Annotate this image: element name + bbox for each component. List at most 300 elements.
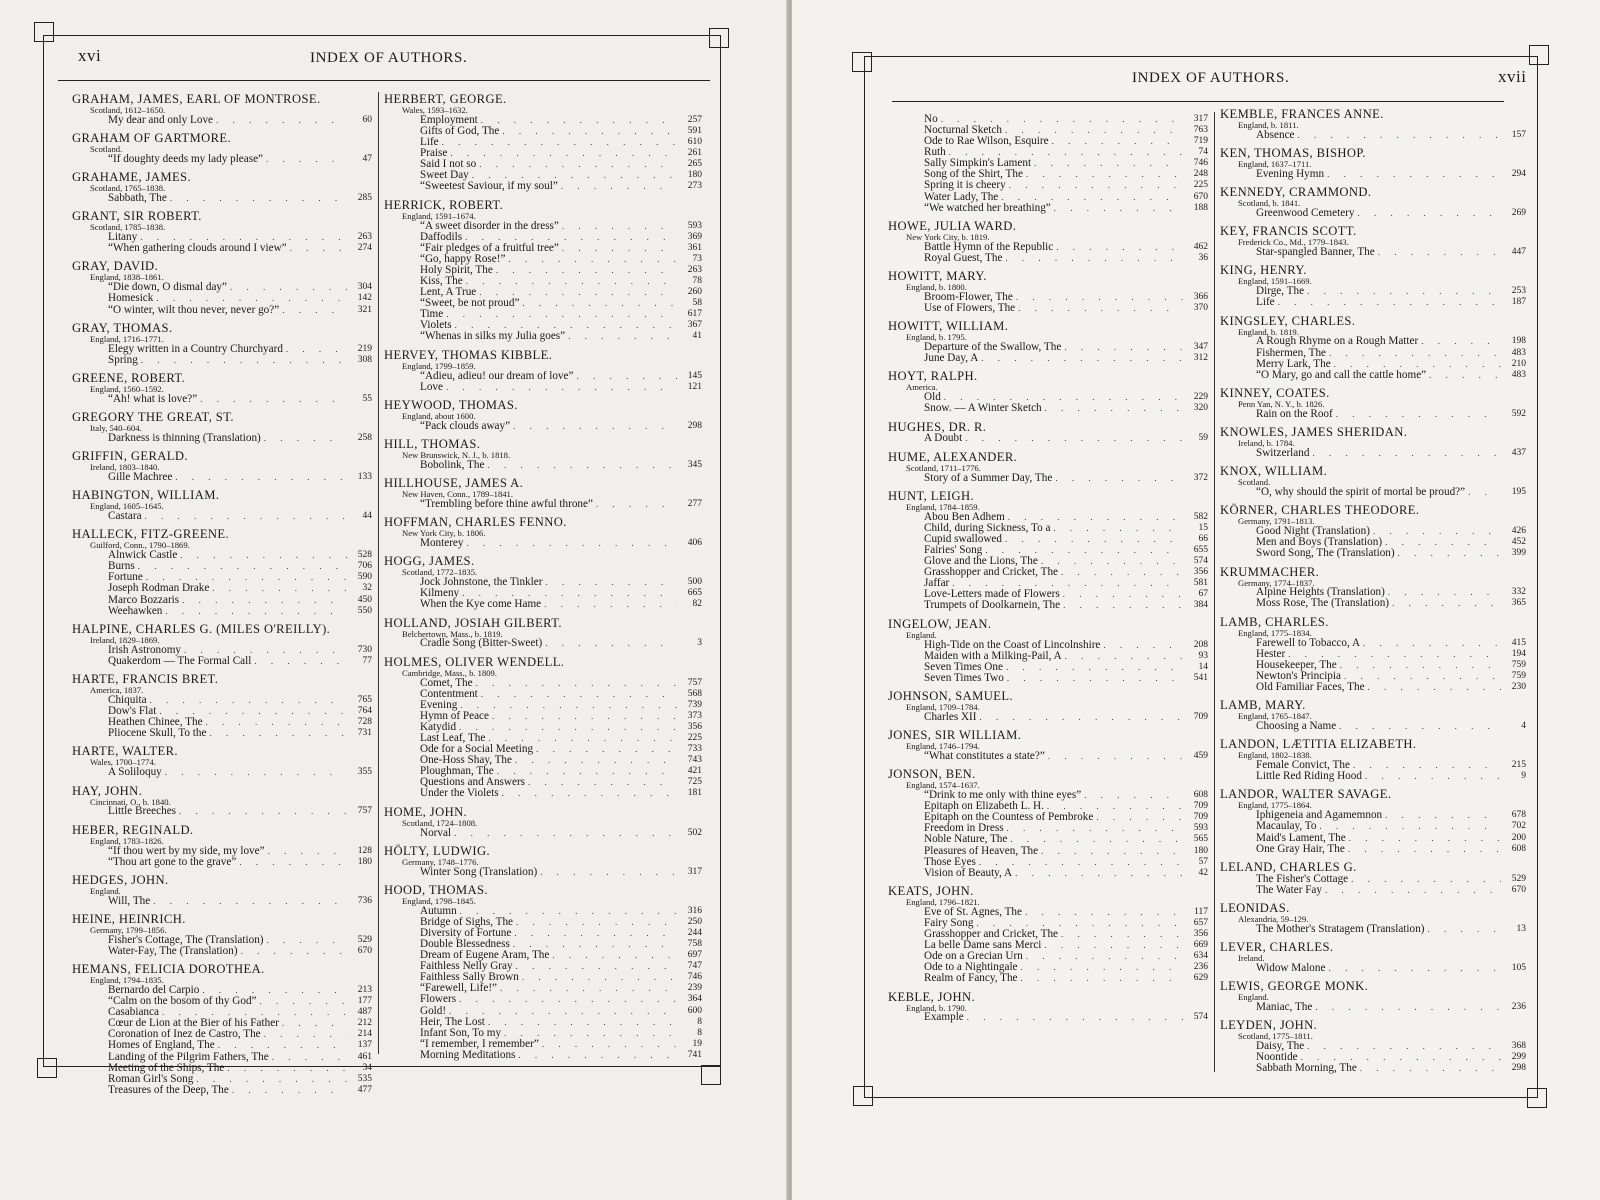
dot-leader [459, 722, 677, 733]
author-name: LAMB, MARY. [1220, 698, 1306, 713]
work-title: Gold! [420, 1004, 447, 1017]
work-title: Sweet Day [420, 169, 469, 182]
page-ref: 500 [687, 577, 702, 588]
work-title: Iphigeneia and Agamemnon [1256, 809, 1383, 822]
dot-leader [1103, 640, 1183, 651]
dot-leader [1007, 823, 1183, 834]
author-bio: New York City, b. 1819. [906, 231, 990, 242]
work-title: Diversity of Fortune [420, 926, 512, 939]
work-title: Love [420, 380, 443, 393]
dot-leader [467, 538, 678, 549]
work-title: Meeting of the Ships, The [108, 1061, 225, 1074]
author-entry [1220, 387, 1526, 420]
work-title: Example [924, 1011, 964, 1024]
page-ref: 736 [357, 895, 372, 906]
page-ref: 529 [1511, 873, 1526, 884]
dot-leader [1064, 342, 1183, 353]
work-entry [1220, 548, 1526, 559]
page-ref: 483 [1511, 369, 1526, 380]
page-ref: 188 [1193, 202, 1208, 213]
work-title: Pleasures of Heaven, The [924, 844, 1039, 857]
author-entry [888, 370, 1208, 414]
author-bio: Wales, 1593–1632. [402, 105, 468, 115]
page-ref: 746 [687, 972, 702, 983]
work-title: Star-spangled Banner, The [1256, 246, 1375, 259]
page-ref: 66 [1198, 533, 1208, 544]
work-title: Elegy written in a Country Churchyard [108, 342, 283, 355]
work-title: Violets [420, 319, 452, 332]
work-title: Moss Rose, The (Translation) [1256, 597, 1390, 610]
work-title: Spring it is cheery [924, 179, 1006, 192]
author-entry [1220, 426, 1526, 459]
page-ref: 117 [1194, 906, 1208, 917]
author-entry [888, 451, 1208, 484]
work-title: One-Hoss Shay, The [420, 754, 512, 767]
dot-leader [487, 460, 677, 471]
page-ref: 370 [1193, 303, 1208, 314]
author-entry [888, 220, 1208, 264]
author-bio: Scotland, 1724–1808. [402, 817, 478, 828]
page-ref: 678 [1511, 810, 1526, 821]
work-title: Joseph Rodman Drake [108, 582, 210, 595]
page-ref: 308 [357, 354, 372, 365]
author-bio: England, 1746–1794. [906, 741, 980, 752]
work-title: Heir, The Lost [420, 1015, 485, 1028]
author-entry [1220, 616, 1526, 693]
page-ref: 239 [687, 983, 702, 994]
work-title: Fairy Song [924, 916, 974, 929]
work-entry [72, 896, 372, 907]
work-title: Pliocene Skull, To the [108, 727, 207, 740]
dot-leader [1041, 556, 1183, 567]
work-entry [1220, 370, 1526, 381]
author-entry [1220, 861, 1526, 896]
work-title: “Go, happy Rose!” [420, 252, 506, 265]
dot-leader [1018, 303, 1183, 314]
page-ref: 142 [357, 293, 372, 304]
dot-leader [209, 728, 347, 739]
work-title: “I remember, I remember” [420, 1037, 539, 1050]
author-entry [72, 132, 372, 165]
dot-leader [1368, 682, 1501, 693]
dot-leader [1010, 834, 1183, 845]
page-ref: 8 [697, 1027, 702, 1038]
page-ref: 285 [357, 193, 372, 204]
page-ref: 610 [687, 137, 702, 148]
author-name: GREGORY THE GREAT, ST. [72, 410, 234, 425]
dot-leader [545, 638, 677, 649]
work-title: Good Night (Translation) [1256, 525, 1370, 538]
work-title: Merry Lark, The [1256, 357, 1331, 370]
author-name: HILL, THOMAS. [384, 436, 481, 451]
corner-ornament [701, 1065, 721, 1085]
dot-leader [492, 711, 677, 722]
dot-leader [568, 331, 677, 342]
right-page [792, 0, 1600, 1200]
author-bio: Ireland, 1829–1869. [90, 634, 160, 645]
page-ref: 384 [1193, 600, 1208, 611]
work-entry [384, 382, 702, 393]
dot-leader [981, 353, 1183, 364]
work-entry [888, 473, 1208, 484]
page-ref: 248 [1193, 169, 1208, 180]
page-ref: 320 [1193, 403, 1208, 414]
dot-leader [1385, 537, 1501, 548]
author-name: LANDOR, WALTER SAVAGE. [1220, 787, 1392, 802]
page-ref: 208 [1193, 639, 1208, 650]
dot-leader [1353, 760, 1501, 771]
page-ref: 187 [1511, 297, 1526, 308]
page-ref: 294 [1511, 168, 1526, 179]
page-ref: 128 [357, 845, 372, 856]
work-title: Departure of the Swallow, The [924, 341, 1062, 354]
dot-leader [1061, 567, 1183, 578]
page-ref: 764 [357, 706, 372, 717]
work-title: Trumpets of Doolkarnein, The [924, 599, 1061, 612]
page-ref: 263 [357, 232, 372, 243]
work-title: “Sweetest Saviour, if my soul” [420, 180, 558, 193]
dot-leader [450, 148, 677, 159]
author-entry [888, 768, 1208, 879]
author-name: KENNEDY, CRAMMOND. [1220, 185, 1372, 200]
page-ref: 592 [1511, 408, 1526, 419]
work-entry [72, 606, 372, 617]
author-entry [888, 690, 1208, 723]
page-ref: 137 [357, 1040, 372, 1051]
author-entry [72, 745, 372, 778]
work-title: Heathen Chinee, The [108, 716, 203, 729]
dot-leader [200, 394, 347, 405]
work-title: Seven Times One [924, 660, 1003, 673]
work-title: Story of a Summer Day, The [924, 471, 1053, 484]
work-title: Faithless Sally Brown [420, 971, 519, 984]
work-title: Kilmeny [420, 587, 460, 600]
work-title: The Mother's Stratagem (Translation) [1256, 922, 1425, 935]
dot-leader [1468, 487, 1501, 498]
page-ref: 194 [1511, 648, 1526, 659]
author-bio: Scotland, 1785–1838. [90, 222, 166, 233]
page-ref: 502 [687, 827, 702, 838]
author-name: HOGG, JAMES. [384, 554, 475, 569]
dot-leader [286, 344, 347, 355]
work-entry [1220, 169, 1526, 180]
work-entry [384, 789, 702, 800]
author-entry [384, 656, 702, 800]
work-title: No [924, 112, 938, 125]
work-title: Maiden with a Milking-Pail, A [924, 649, 1062, 662]
page-ref: 361 [687, 242, 702, 253]
page-ref: 399 [1511, 548, 1526, 559]
dot-leader [260, 996, 347, 1007]
author-entry [1220, 186, 1526, 219]
author-entry [72, 963, 372, 1096]
author-entry [888, 490, 1208, 612]
page-ref: 706 [357, 561, 372, 572]
work-entry [72, 656, 372, 667]
dot-leader [1052, 136, 1183, 147]
author-bio: England, b. 1811. [1238, 120, 1299, 130]
work-entry [888, 673, 1208, 684]
page-ref: 257 [687, 114, 702, 125]
dot-leader [165, 767, 347, 778]
work-entry [1220, 682, 1526, 693]
work-entry [72, 1085, 372, 1096]
work-entry [1220, 1063, 1526, 1074]
dot-leader [1378, 247, 1501, 258]
dot-leader [150, 695, 347, 706]
page-ref: 593 [1193, 823, 1208, 834]
author-entry [1220, 941, 1526, 974]
work-title: Widow Malone [1256, 961, 1326, 974]
page-ref: 347 [1193, 342, 1208, 353]
work-title: Bridge of Sighs, The [420, 915, 514, 928]
index-column-left-2 [384, 93, 702, 1067]
work-title: The Water Fay [1256, 883, 1322, 896]
page-ref: 541 [1193, 672, 1208, 683]
page-ref: 198 [1511, 336, 1526, 347]
corner-ornament [709, 28, 729, 48]
work-title: Song of the Shirt, The [924, 168, 1023, 181]
work-title: Alpine Heights (Translation) [1256, 586, 1385, 599]
page-ref: 236 [1193, 962, 1208, 973]
work-title: Castara [108, 510, 142, 523]
work-title: Kiss, The [420, 275, 463, 288]
page-ref: 19 [692, 1038, 702, 1049]
work-title: “O, why should the spirit of mortal be proud?” [1256, 486, 1466, 499]
page-ref: 82 [692, 599, 702, 610]
dot-leader [1053, 523, 1183, 534]
dot-leader [562, 221, 677, 232]
page-ref: 670 [357, 945, 372, 956]
work-title: Will, The [108, 894, 151, 907]
page-ref: 747 [687, 961, 702, 972]
author-bio: Ireland, b. 1784. [1238, 438, 1295, 449]
work-entry [384, 1050, 702, 1061]
dot-leader [1339, 721, 1501, 732]
work-title: Sabbath, The [108, 192, 167, 205]
corner-ornament [852, 52, 872, 72]
work-entry [888, 751, 1208, 762]
dot-leader [153, 896, 347, 907]
dot-leader [227, 1063, 347, 1074]
dot-leader [1344, 671, 1501, 682]
dot-leader [1421, 336, 1501, 347]
page-ref: 581 [1193, 578, 1208, 589]
author-bio: England, 1560–1592. [90, 383, 164, 394]
work-entry [888, 1013, 1208, 1024]
author-name: GRANT, SIR ROBERT. [72, 209, 202, 224]
work-title: Snow. — A Winter Sketch [924, 402, 1042, 415]
dot-leader [145, 511, 347, 522]
dot-leader [254, 656, 347, 667]
author-bio: England, b. 1795. [906, 332, 967, 343]
dot-leader [282, 1018, 347, 1029]
author-name: LANDON, LÆTITIA ELIZABETH. [1220, 737, 1417, 752]
author-bio: Scotland, 1711–1776. [906, 462, 981, 473]
author-bio: America. [906, 382, 938, 393]
page-ref: 665 [687, 588, 702, 599]
dot-leader [545, 577, 677, 588]
dot-leader [980, 712, 1183, 723]
work-entry [72, 355, 372, 366]
author-entry [888, 618, 1208, 684]
dot-leader [502, 126, 677, 137]
work-title: Dirge, The [1256, 285, 1305, 298]
work-title: Homesick [108, 292, 154, 305]
author-entry [384, 349, 702, 393]
work-entry [1220, 448, 1526, 459]
author-entry [384, 516, 702, 549]
page-ref: 14 [1198, 661, 1208, 672]
work-title: “When gathering clouds around I view” [108, 242, 287, 255]
work-entry [1220, 1002, 1526, 1013]
author-bio: Scotland, 1772–1835. [402, 567, 478, 578]
dot-leader [1048, 751, 1183, 762]
author-entry [384, 93, 702, 193]
page-ref: 230 [1511, 681, 1526, 692]
author-bio: England, 1709–1784. [906, 702, 980, 712]
author-bio: England, 1765–1847. [1238, 711, 1312, 722]
work-entry [384, 332, 702, 343]
page-ref: 591 [687, 125, 702, 136]
author-name: KEN, THOMAS, BISHOP. [1220, 146, 1366, 161]
page-ref: 258 [357, 432, 372, 443]
dot-leader [1063, 600, 1183, 611]
dot-leader [544, 599, 677, 610]
author-bio: England, 1574–1637. [906, 780, 980, 791]
work-title: Ode to Rae Wilson, Esquire [924, 135, 1049, 148]
author-entry [888, 320, 1208, 364]
page-ref: 528 [357, 550, 372, 561]
work-title: Noble Nature, The [924, 833, 1008, 846]
corner-ornament [853, 1086, 873, 1106]
author-entry [72, 93, 372, 126]
work-entry [384, 867, 702, 878]
index-column-right-2 [1220, 108, 1526, 1081]
author-name: JONSON, BEN. [888, 767, 976, 782]
column-divider [378, 92, 379, 1054]
page-ref: 617 [687, 309, 702, 320]
header-rule [892, 101, 1504, 102]
page-ref: 214 [357, 1029, 372, 1040]
work-entry [888, 434, 1208, 445]
author-bio: England, 1716–1771. [90, 333, 164, 344]
work-title: “Adieu, adieu! our dream of love” [420, 369, 574, 382]
page-ref: 219 [357, 343, 372, 354]
page-ref: 369 [687, 231, 702, 242]
author-entry [72, 874, 372, 907]
dot-leader [562, 243, 677, 254]
page-ref: 608 [1193, 790, 1208, 801]
author-bio: England, 1775–1834. [1238, 627, 1312, 638]
page-ref: 41 [692, 331, 702, 342]
author-name: INGELOW, JEAN. [888, 616, 992, 631]
work-title: “Die down, O dismal day” [108, 281, 227, 294]
page-ref: 574 [1193, 1012, 1208, 1023]
author-bio: England, b. 1819. [1238, 326, 1299, 337]
page-ref: 634 [1193, 951, 1208, 962]
dot-leader [561, 181, 677, 192]
author-name: GRAY, DAVID. [72, 259, 159, 274]
work-title: Daisy, The [1256, 1040, 1305, 1053]
page-ref: 44 [362, 511, 372, 522]
author-entry [72, 171, 372, 204]
dot-leader [1054, 203, 1183, 214]
author-bio: Penn Yan, N. Y., b. 1826. [1238, 398, 1325, 409]
author-entry [888, 729, 1208, 762]
page-ref: 759 [1511, 670, 1526, 681]
author-bio: Wales, 1700–1774. [90, 757, 156, 768]
page-ref: 60 [362, 114, 372, 125]
author-entry [384, 845, 702, 878]
author-name: HOFFMAN, CHARLES FENNO. [384, 515, 567, 530]
page-ref: 225 [687, 732, 702, 743]
dot-leader [1363, 638, 1501, 649]
page-ref: 73 [692, 253, 702, 264]
work-title: Old [924, 391, 941, 404]
work-title: Time [420, 308, 444, 321]
page-ref: 177 [357, 996, 372, 1007]
page-ref: 269 [1511, 208, 1526, 219]
author-name: LEWIS, GEORGE MONK. [1220, 979, 1369, 994]
work-title: Fairies' Song [924, 543, 983, 556]
work-title: Child, during Sickness, To a [924, 521, 1051, 534]
page-ref: 225 [1193, 180, 1208, 191]
work-entry [888, 868, 1208, 879]
author-bio: England, 1783–1826. [90, 835, 164, 846]
dot-leader [1026, 169, 1183, 180]
work-entry [72, 472, 372, 483]
work-title: Those Eyes [924, 855, 976, 868]
dot-leader [212, 583, 347, 594]
dot-leader [268, 846, 347, 857]
page-ref: 265 [687, 159, 702, 170]
work-title: Weehawken [108, 604, 163, 617]
work-title: Winter Song (Translation) [420, 865, 538, 878]
work-entry [1220, 247, 1526, 258]
work-entry [72, 511, 372, 522]
author-entry [72, 489, 372, 522]
author-entry [1220, 504, 1526, 559]
author-bio: England, 1591–1669. [1238, 276, 1312, 287]
author-name: GRAHAME, JAMES. [72, 170, 192, 185]
page-ref: 332 [1511, 587, 1526, 598]
page-ref: 4 [1521, 721, 1526, 732]
work-title: Questions and Answers [420, 776, 526, 789]
dot-leader [230, 282, 347, 293]
work-title: “Whenas in silks my Julia goes” [420, 330, 566, 343]
author-bio: Germany, 1774–1837. [1238, 577, 1315, 588]
work-title: “What constitutes a state?” [924, 749, 1045, 762]
work-title: Autumn [420, 904, 457, 917]
page-ref: 121 [687, 381, 702, 392]
dot-leader [522, 972, 677, 983]
work-title: “Fair pledges of a fruitful tree” [420, 241, 559, 254]
dot-leader [1327, 169, 1501, 180]
dot-leader [522, 298, 677, 309]
dot-leader [454, 828, 677, 839]
work-title: Abou Ben Adhem [924, 510, 1005, 523]
page-ref: 180 [1193, 845, 1208, 856]
work-title: Sabbath Morning, The [1256, 1062, 1357, 1075]
work-title: Fishermen, The [1256, 346, 1327, 359]
work-title: Praise [420, 147, 448, 160]
work-title: “Calm on the bosom of thy God” [108, 995, 257, 1008]
page-ref: 487 [357, 1007, 372, 1018]
work-title: Water Lady, The [924, 190, 999, 203]
work-title: Darkness is thinning (Translation) [108, 431, 261, 444]
page-ref: 459 [1193, 750, 1208, 761]
